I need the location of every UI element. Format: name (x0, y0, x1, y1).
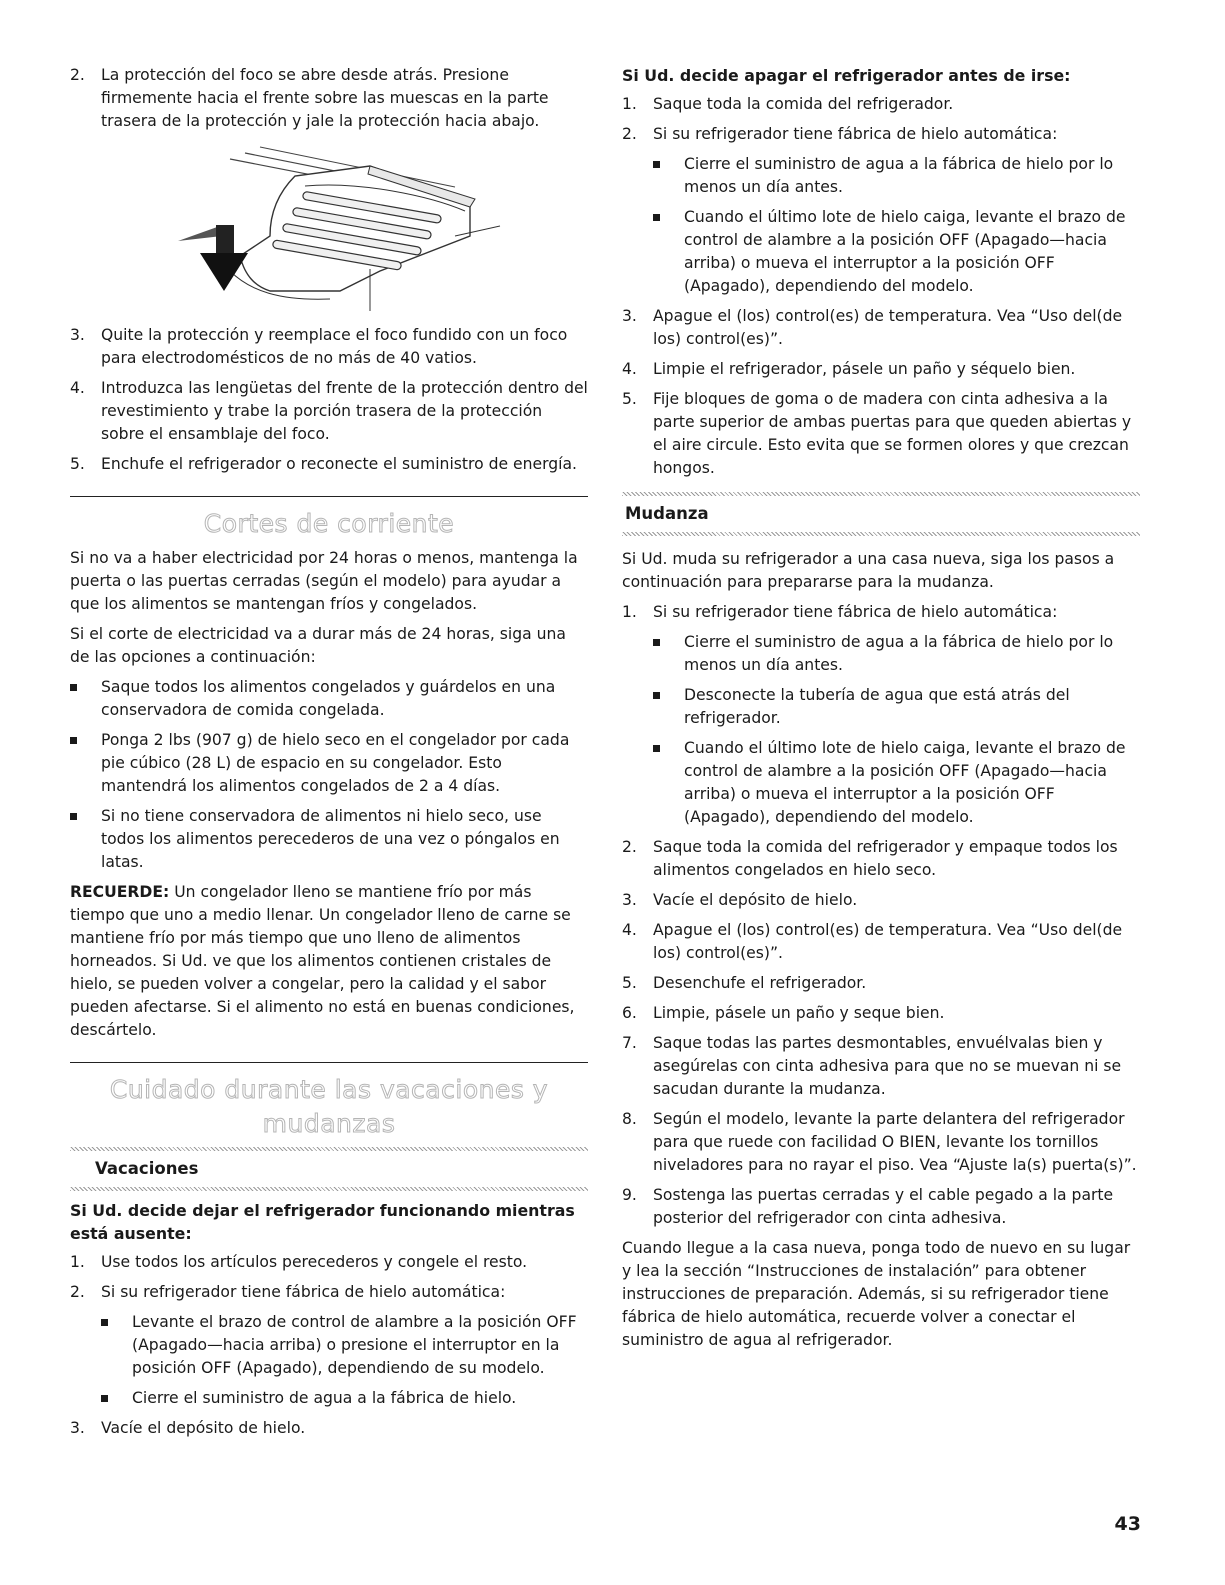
remember-label: RECUERDE: (70, 883, 170, 901)
item-number: 2. (622, 838, 637, 856)
item-number: 1. (622, 95, 637, 113)
right-column (622, 64, 1140, 1359)
bullet-icon (653, 737, 684, 829)
item-number: 3. (70, 326, 85, 344)
light-shield-drawing (70, 141, 588, 316)
remember-note (70, 881, 588, 1042)
list-item (70, 64, 588, 133)
item-number: 4. (622, 360, 637, 378)
item-text: Use todos los artículos perecederos y congele el resto. (101, 1253, 528, 1271)
list-item (622, 123, 1140, 146)
bullet-text: Cierre el suministro de agua a la fábrica de hielo por lo menos un día antes. (684, 155, 1114, 196)
moving-subheading: Mudanza (625, 504, 709, 523)
list-item (622, 93, 1140, 116)
item-text: Vacíe el depósito de hielo. (101, 1419, 306, 1437)
item-number: 5. (622, 390, 637, 408)
item-number: 8. (622, 1110, 637, 1128)
list-item (70, 453, 588, 476)
item-number: 1. (622, 603, 637, 621)
item-text: Según el modelo, levante la parte delantera del refrigerador para que ruede con facilidad O BIEN, levante los tornillos niveladores para no rayar el piso. Vea “Ajuste la(s) puerta(s)”. (653, 1110, 1137, 1174)
bullet-text: Desconecte la tubería de agua que está atrás del refrigerador. (684, 686, 1070, 727)
item-text: Saque todas las partes desmontables, envuélvalas bien y asegúrelas con cinta adhesiva para que no se muevan ni se sacudan durante la mudanza. (653, 1034, 1122, 1098)
bullet-item (101, 1311, 588, 1380)
turn-off-heading: Si Ud. decide apagar el refrigerador antes de irse: (622, 66, 1071, 85)
bullet-item (70, 805, 588, 874)
item-text: Apague el (los) control(es) de temperatura. Vea “Uso del(de los) control(es)”. (653, 307, 1123, 348)
item-text: Fije bloques de goma o de madera con cinta adhesiva a la parte superior de ambas puertas para que queden abiertas y el aire circule. Esto evita que se formen olores y que crezcan hongos. (653, 390, 1132, 477)
item-number: 2. (70, 1283, 85, 1301)
bullet-icon (70, 729, 101, 798)
list-item (622, 305, 1140, 351)
item-number: 5. (70, 455, 85, 473)
item-number: 5. (622, 974, 637, 992)
item-text: Apague el (los) control(es) de temperatura. Vea “Uso del(de los) control(es)”. (653, 921, 1123, 962)
list-item (622, 836, 1140, 882)
bullet-icon (653, 631, 684, 677)
item-number: 4. (70, 379, 85, 397)
bullet-text: Cuando el último lote de hielo caiga, levante el brazo de control de alambre a la posición OFF (Apagado—hacia arriba) o mueva el interruptor a la posición OFF (Apagado), dependiendo del modelo. (684, 739, 1126, 826)
bullet-icon (101, 1311, 132, 1380)
bullet-item (653, 684, 1140, 730)
paragraph: Si el corte de electricidad va a durar más de 24 horas, siga una de las opciones a continuación: (70, 625, 566, 666)
list-item (622, 1002, 1140, 1025)
item-number: 9. (622, 1186, 637, 1204)
replacement-steps (70, 324, 588, 476)
power-outage-title: Cortes de corriente (203, 509, 455, 538)
item-text: Sostenga las puertas cerradas y el cable pegado a la parte posterior del refrigerador con cinta adhesiva. (653, 1186, 1114, 1227)
list-item (622, 1032, 1140, 1101)
item-number: 6. (622, 1004, 637, 1022)
bullet-item (101, 1387, 588, 1410)
list-item (70, 324, 588, 370)
item-text: Limpie, pásele un paño y seque bien. (653, 1004, 945, 1022)
bullet-item (70, 676, 588, 722)
item-text: Saque toda la comida del refrigerador. (653, 95, 954, 113)
page-number: 43 (1114, 1513, 1141, 1535)
vacation-title-line1: Cuidado durante las vacaciones y (109, 1075, 549, 1104)
list-item (70, 1251, 588, 1274)
bullet-text: Saque todos los alimentos congelados y guárdelos en una conservadora de comida congelada. (101, 678, 556, 719)
bullet-icon (70, 805, 101, 874)
list-item (622, 358, 1140, 381)
item-number: 2. (70, 66, 85, 84)
section-divider (70, 496, 588, 497)
item-text: Si su refrigerador tiene fábrica de hielo automática: (101, 1283, 506, 1301)
item-text: Desenchufe el refrigerador. (653, 974, 867, 992)
item-text: Vacíe el depósito de hielo. (653, 891, 858, 909)
bullet-item (653, 631, 1140, 677)
item-text: Enchufe el refrigerador o reconecte el suministro de energía. (101, 455, 577, 473)
item-text: Si su refrigerador tiene fábrica de hielo automática: (653, 125, 1058, 143)
item-number: 4. (622, 921, 637, 939)
vacation-title-line2: mudanzas (262, 1109, 396, 1138)
item-text: Introduzca las lengüetas del frente de la protección dentro del revestimiento y trabe la porción trasera de la protección sobre el ensamblaje del foco. (101, 379, 588, 443)
list-item (622, 889, 1140, 912)
list-item (622, 1184, 1140, 1230)
running-heading: Si Ud. decide dejar el refrigerador funcionando mientras está ausente: (70, 1201, 575, 1243)
item-number: 2. (622, 125, 637, 143)
bullet-icon (101, 1387, 132, 1410)
left-column (70, 64, 588, 1447)
list-item (622, 601, 1140, 624)
list-item (70, 1417, 588, 1440)
bullet-icon (653, 153, 684, 199)
item-number: 3. (622, 891, 637, 909)
list-item (622, 919, 1140, 965)
item-text: Limpie el refrigerador, pásele un paño y séquelo bien. (653, 360, 1076, 378)
bullet-icon (653, 684, 684, 730)
bullet-icon (653, 206, 684, 298)
item-text: Saque toda la comida del refrigerador y empaque todos los alimentos congelados en hielo seco. (653, 838, 1118, 879)
bullet-text: Cierre el suministro de agua a la fábrica de hielo por lo menos un día antes. (684, 633, 1114, 674)
list-item (622, 1108, 1140, 1177)
light-shield-illustration (70, 141, 588, 316)
item-text: La protección del foco se abre desde atrás. Presione firmemente hacia el frente sobre las muescas en la parte trasera de la protección y jale la protección hacia abajo. (101, 66, 549, 130)
section-divider (70, 1062, 588, 1063)
bullet-item (653, 737, 1140, 829)
item-number: 3. (622, 307, 637, 325)
bullet-icon (70, 676, 101, 722)
list-item (70, 377, 588, 446)
bullet-text: Levante el brazo de control de alambre a la posición OFF (Apagado—hacia arriba) o presione el interruptor en la posición OFF (Apagado), dependiendo de su modelo. (132, 1313, 577, 1377)
hatch-divider (70, 1187, 588, 1191)
bullet-text: Ponga 2 lbs (907 g) de hielo seco en el congelador por cada pie cúbico (28 L) de espacio en su congelador. Esto mantendrá los alimentos congelados de 2 a 4 días. (101, 731, 570, 795)
bullet-text: Si no tiene conservadora de alimentos ni hielo seco, use todos los alimentos perecederos de una vez o póngalos en latas. (101, 807, 560, 871)
paragraph: Si Ud. muda su refrigerador a una casa nueva, siga los pasos a continuación para prepararse para la mudanza. (622, 550, 1115, 591)
bullet-text: Cuando el último lote de hielo caiga, levante el brazo de control de alambre a la posición OFF (Apagado—hacia arriba) o mueva el interruptor a la posición OFF (Apagado), dependiendo del modelo. (684, 208, 1126, 295)
item-number: 3. (70, 1419, 85, 1437)
bullet-text: Cierre el suministro de agua a la fábrica de hielo. (132, 1389, 517, 1407)
item-number: 1. (70, 1253, 85, 1271)
item-number: 7. (622, 1034, 637, 1052)
bullet-item (653, 206, 1140, 298)
item-text: Quite la protección y reemplace el foco fundido con un foco para electrodomésticos de no más de 40 vatios. (101, 326, 568, 367)
list-item (622, 388, 1140, 480)
bullet-item (70, 729, 588, 798)
bullet-item (653, 153, 1140, 199)
list-item (622, 972, 1140, 995)
paragraph: Si no va a haber electricidad por 24 horas o menos, mantenga la puerta o las puertas cerradas (según el modelo) para ayudar a que los alimentos se mantengan fríos y congelados. (70, 549, 578, 613)
hatch-divider (622, 532, 1140, 536)
closing-paragraph: Cuando llegue a la casa nueva, ponga todo de nuevo en su lugar y lea la sección “Instrucciones de instalación” para obtener instrucciones de preparación. Además, si su refrigerador tiene fábrica de hielo automática, recuerde volver a conectar el suministro de agua al refrigerador. (622, 1239, 1131, 1349)
vacation-subheading: Vacaciones (95, 1159, 199, 1178)
item-text: Si su refrigerador tiene fábrica de hielo automática: (653, 603, 1058, 621)
remember-text: Un congelador lleno se mantiene frío por más tiempo que uno a medio llenar. Un congelador lleno de carne se mantiene frío por más tiempo que uno lleno de alimentos horneados. Si Ud. ve que los alimentos contienen cristales de hielo, se pueden volver a congelar, pero la calidad y el sabor pueden afectarse. Si el alimento no está en buenas condiciones, descártelo. (70, 883, 575, 1039)
list-item (70, 1281, 588, 1304)
